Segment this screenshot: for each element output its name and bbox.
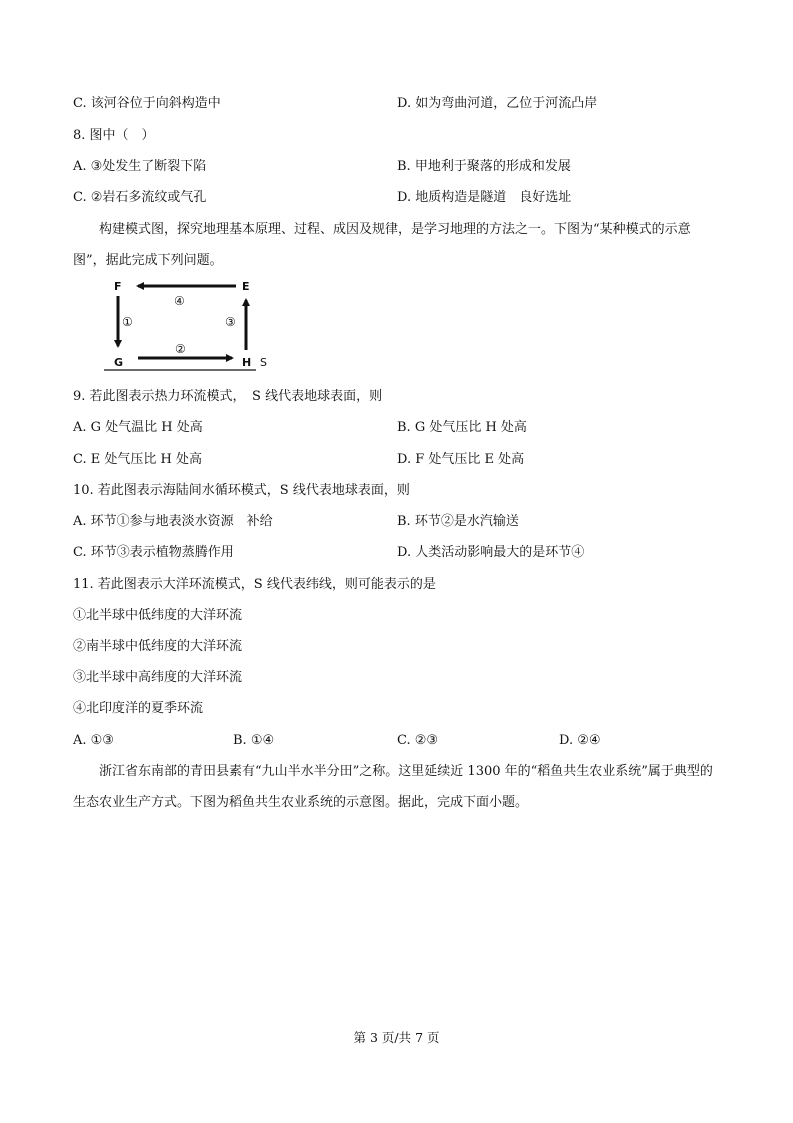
q9-option-b: B. G 处气压比 H 处高 [397, 420, 527, 435]
q8-option-c: C. ②岩石多流纹或气孔 [73, 190, 207, 205]
circulation-model-diagram [100, 276, 280, 372]
q8-option-a: A. ③处发生了断裂下陷 [73, 159, 207, 174]
q9-option-a: A. G 处气温比 H 处高 [73, 420, 203, 435]
q11-option-a: A. ①③ [73, 733, 114, 748]
q11-option-b: B. ①④ [233, 733, 275, 748]
q10-stem: 10. 若此图表示海陆间水循环模式，S 线代表地球表面，则 [73, 483, 410, 498]
q11-item-2: ②南半球中低纬度的大洋环流 [73, 639, 243, 654]
q8-option-d: D. 地质构造是隧道 良好选址 [397, 190, 572, 205]
page-number-footer: 第 3 页/共 7 页 [353, 1030, 440, 1045]
q11-item-3: ③北半球中高纬度的大洋环流 [73, 670, 243, 685]
arrow-4-label: ④ [174, 294, 185, 308]
q8-option-b: B. 甲地利于聚落的形成和发展 [397, 159, 571, 174]
q11-option-d: D. ②④ [559, 733, 601, 748]
arrow-3-label: ③ [225, 315, 236, 329]
corner-g-label: G [114, 356, 124, 369]
q9-stem: 9. 若此图表示热力环流模式， S 线代表地球表面，则 [73, 389, 383, 404]
q11-stem: 11. 若此图表示大洋环流模式，S 线代表纬线，则可能表示的是 [73, 577, 436, 592]
intro-rice-fish-paragraph: 浙江省东南部的青田县素有“九山半水半分田”之称。这里延续近 1300 年的“稻鱼共生农业系统”属于典型的生态农业生产方式。下图为稻鱼共生农业系统的示意图。据此，完成下面小题。 [73, 764, 713, 810]
q11-option-c: C. ②③ [397, 733, 439, 748]
q9-option-d: D. F 处气压比 E 处高 [397, 452, 525, 467]
q10-option-c: C. 环节③表示植物蒸腾作用 [73, 545, 234, 560]
arrow-1-label: ① [122, 315, 133, 329]
q11-item-4: ④北印度洋的夏季环流 [73, 701, 204, 716]
q9-option-c: C. E 处气压比 H 处高 [73, 452, 202, 467]
corner-f-label: F [114, 280, 122, 293]
q10-option-d: D. 人类活动影响最大的是环节④ [397, 545, 585, 560]
q8-stem: 8. 图中（ ） [73, 128, 155, 143]
q7-option-d: D. 如为弯曲河道，乙位于河流凸岸 [397, 96, 598, 111]
intro-model-paragraph: 构建模式图，探究地理基本原理、过程、成因及规律，是学习地理的方法之一。下图为“某种模式的示意图”，据此完成下列问题。 [73, 222, 691, 268]
arrow-2-label: ② [175, 342, 186, 356]
corner-h-label: H [242, 356, 252, 369]
q7-option-c: C. 该河谷位于向斜构造中 [73, 96, 221, 111]
surface-s-label: S [260, 356, 267, 369]
q11-item-1: ①北半球中低纬度的大洋环流 [73, 608, 243, 623]
q10-option-a: A. 环节①参与地表淡水资源 补给 [73, 514, 273, 529]
corner-e-label: E [242, 280, 250, 293]
q10-option-b: B. 环节②是水汽输送 [397, 514, 519, 529]
